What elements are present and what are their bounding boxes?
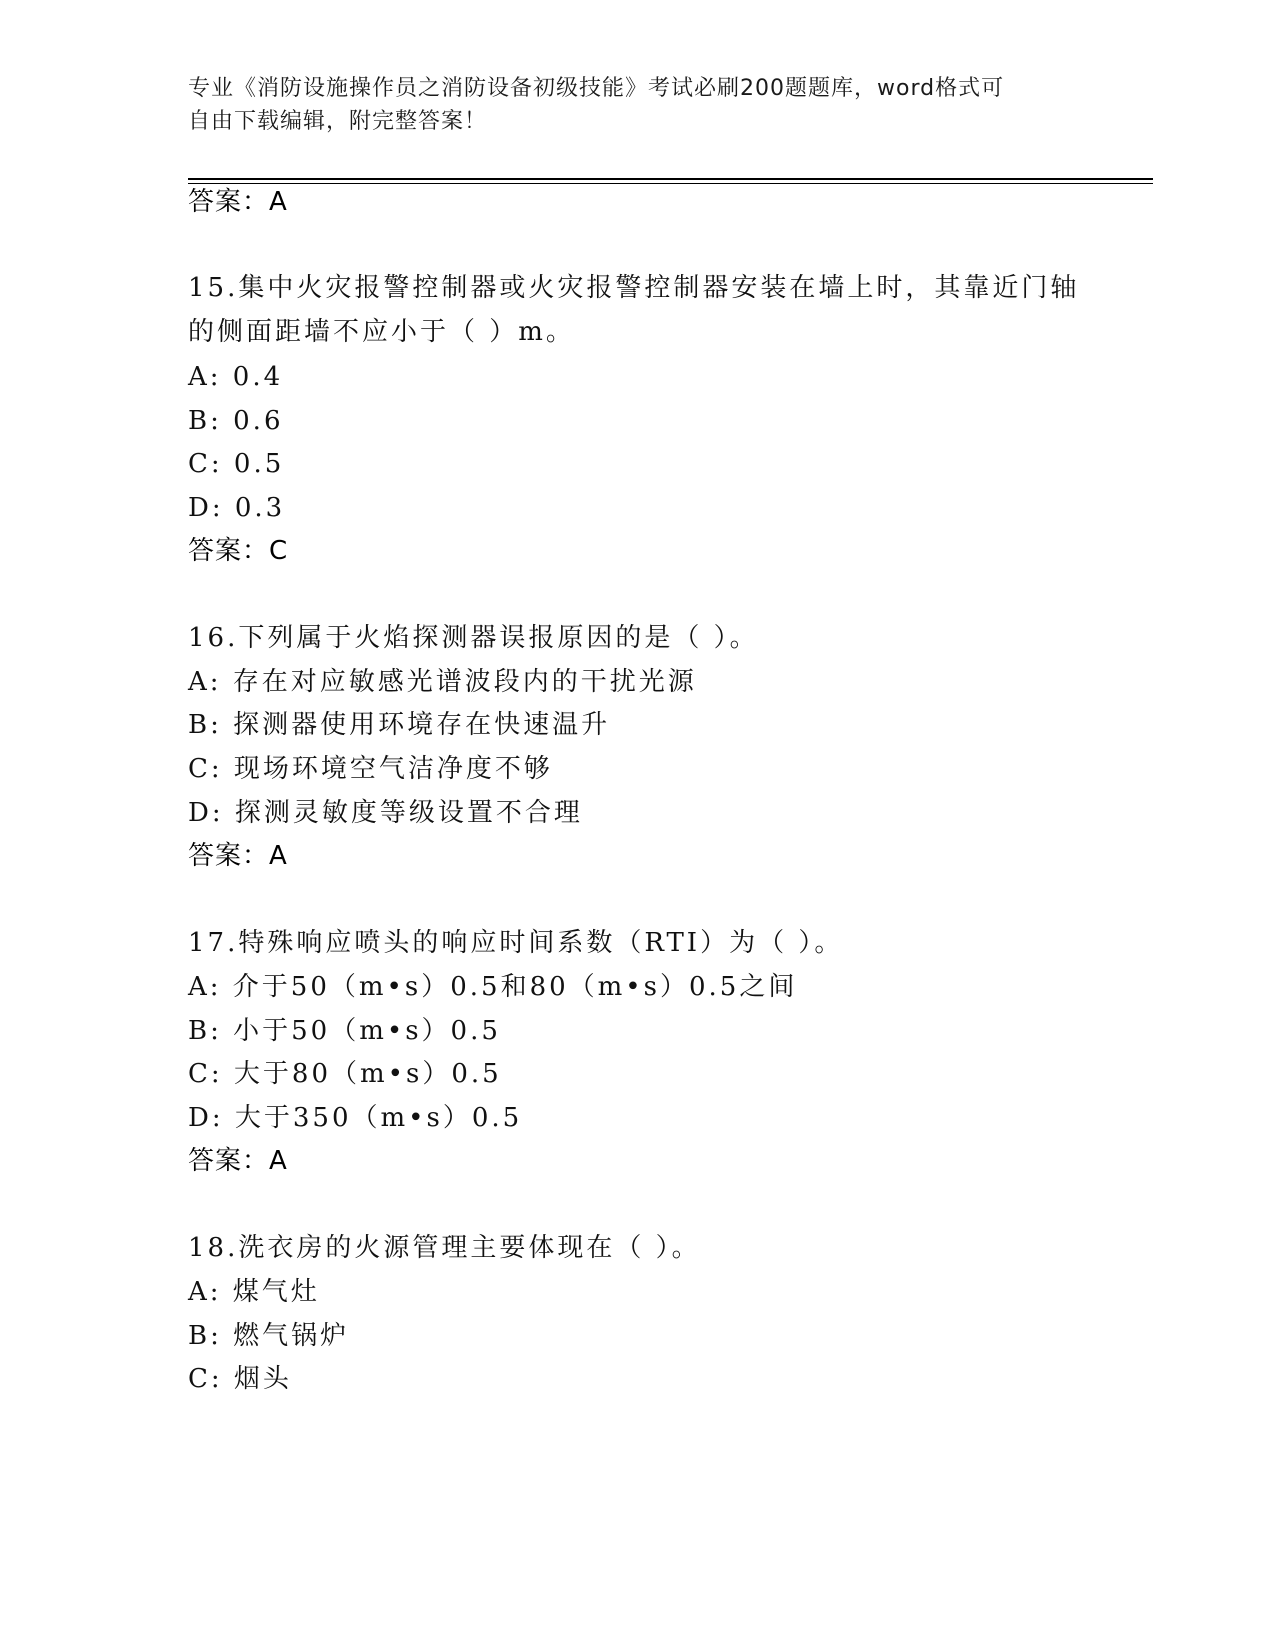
q17-option-a: A: 介于50（m•s）0.5和80（m•s）0.5之间 [188,972,798,1002]
q16-option-d: D: 探测灵敏度等级设置不合理 [188,798,583,828]
q18-option-b: B: 燃气锅炉 [188,1321,350,1351]
q15-option-d: D: 0.3 [188,493,286,523]
q16-option-a: A: 存在对应敏感光谱波段内的干扰光源 [188,667,697,697]
q15-option-b: B: 0.6 [188,406,284,436]
q18-option-a: A: 煤气灶 [188,1277,320,1307]
document-header [188,72,1088,138]
q16-answer: 答案：A [188,841,288,871]
q15-option-c: C: 0.5 [188,449,285,479]
q17-option-b: B: 小于50（m•s）0.5 [188,1016,501,1046]
answer-previous: 答案：A [188,187,288,217]
q17-stem-line-1: 17.特殊响应喷头的响应时间系数（RTI）为（ ）。 [188,928,844,958]
q16-stem-line-1: 16.下列属于火焰探测器误报原因的是（ ）。 [188,623,759,653]
header-rule-thin [188,183,1153,184]
q18-stem-line-1: 18.洗衣房的火源管理主要体现在（ ）。 [188,1233,701,1263]
q17-answer: 答案：A [188,1146,288,1176]
q16-option-b: B: 探测器使用环境存在快速温升 [188,710,611,740]
header-line-2: 自由下载编辑，附完整答案！ [188,109,488,134]
q15-option-a: A: 0.4 [188,362,284,392]
q17-option-c: C: 大于80（m•s）0.5 [188,1059,502,1089]
q18-option-c: C: 烟头 [188,1364,292,1394]
q17-option-d: D: 大于350（m•s）0.5 [188,1103,523,1133]
q15-answer: 答案：C [188,536,289,566]
header-rule-thick [188,178,1153,180]
header-line-1: 专业《消防设施操作员之消防设备初级技能》考试必刷200题题库，word格式可 [188,76,1005,101]
q15-stem-line-2: 的侧面距墙不应小于（ ）m。 [188,317,575,347]
q16-option-c: C: 现场环境空气洁净度不够 [188,754,553,784]
q15-stem-line-1: 15.集中火灾报警控制器或火灾报警控制器安装在墙上时，其靠近门轴 [188,273,1080,303]
